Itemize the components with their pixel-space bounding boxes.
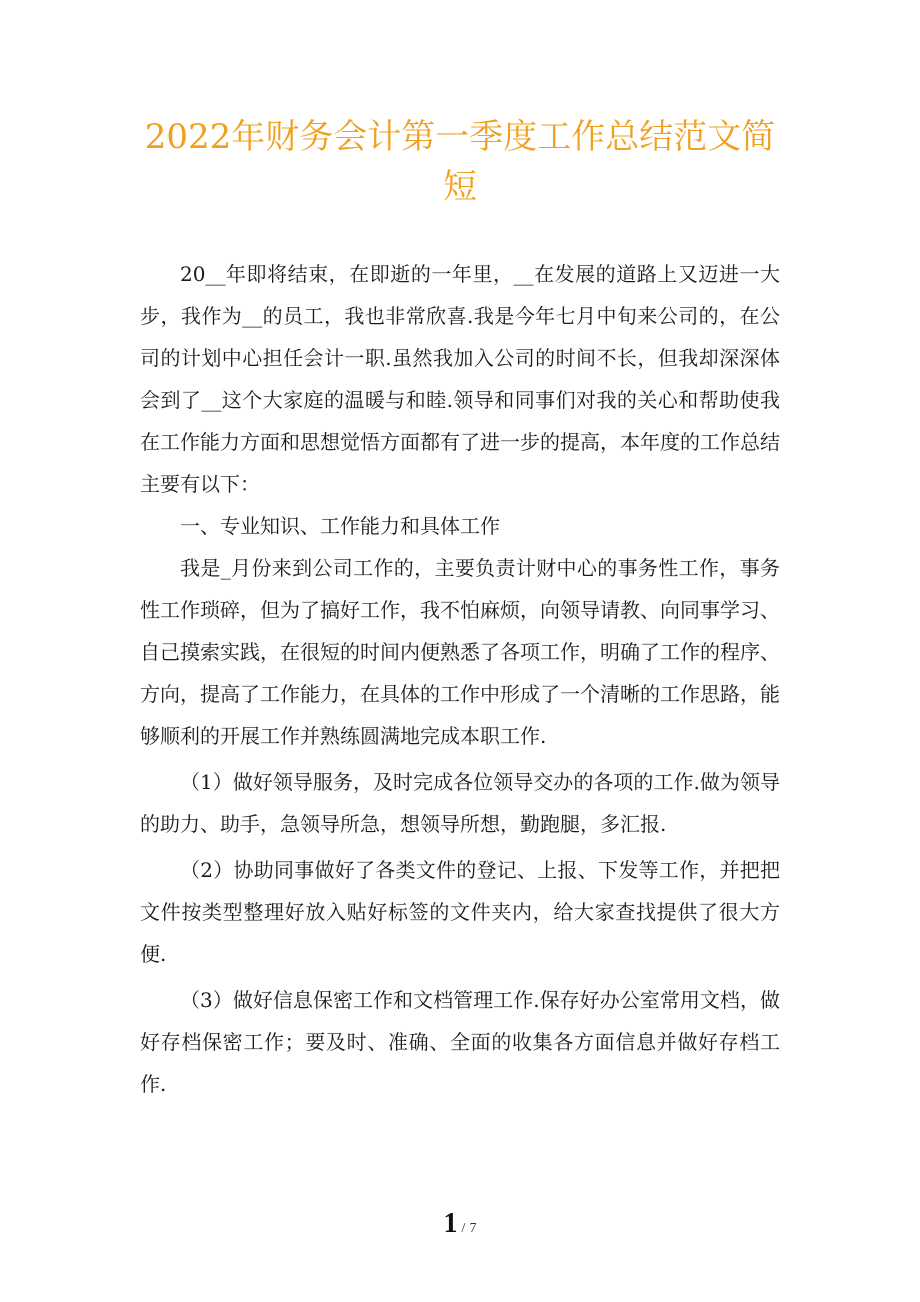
document-body bbox=[140, 253, 780, 1105]
section-heading: 一、专业知识、工作能力和具体工作 bbox=[180, 514, 500, 538]
page-separator: / bbox=[461, 1221, 466, 1236]
document-title: 2022年财务会计第一季度工作总结范文简短 bbox=[144, 117, 776, 207]
page-number bbox=[0, 1208, 920, 1240]
list-item-1: （1）做好领导服务，及时完成各位领导交办的各项的工作.做为领导的助力、助手，急领导所急，想领导所想，勤跑腿，多汇报. bbox=[140, 770, 780, 836]
work-paragraph: 我是_月份来到公司工作的，主要负责计财中心的事务性工作，事务性工作琐碎，但为了搞好工作，我不怕麻烦，向领导请教、向同事学习、自己摸索实践，在很短的时间内便熟悉了各项工作，明确了工作的程序、方向，提高了工作能力，在具体的工作中形成了一个清晰的工作思路，能够顺利的开展工作并熟练圆满地完成本职工作. bbox=[140, 556, 780, 748]
total-pages: 7 bbox=[469, 1221, 477, 1236]
list-item-2: （2）协助同事做好了各类文件的登记、上报、下发等工作，并把把文件按类型整理好放入贴好标签的文件夹内，给大家查找提供了很大方便. bbox=[140, 858, 780, 966]
list-item-3: （3）做好信息保密工作和文档管理工作.保存好办公室常用文档，做好存档保密工作；要及时、准确、全面的收集各方面信息并做好存档工作. bbox=[140, 988, 780, 1096]
intro-paragraph: 20__年即将结束，在即逝的一年里，__在发展的道路上又迈进一大步，我作为__的员工，我也非常欣喜.我是今年七月中旬来公司的，在公司的计划中心担任会计一职.虽然我加入公司的时间不长，但我却深深体会到了__这个大家庭的温暖与和睦.领导和同事们对我的关心和帮助使我在工作能力方面和思想觉悟方面都有了进一步的提高，本年度的工作总结主要有以下： bbox=[140, 262, 780, 496]
current-page-number: 1 bbox=[443, 1208, 458, 1239]
